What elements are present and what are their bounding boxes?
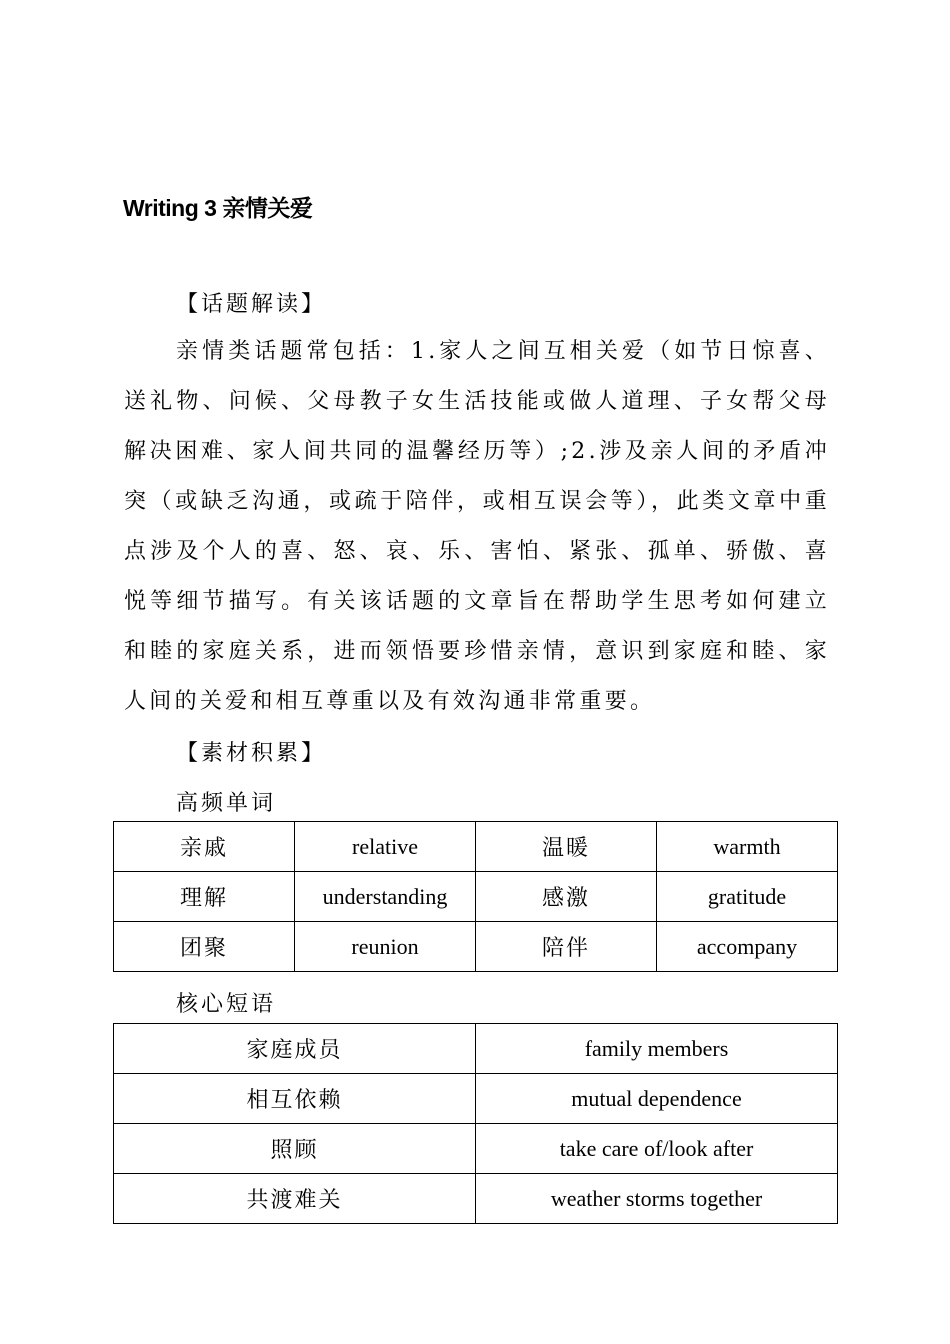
table-row [114,1124,838,1174]
phrase-cell-en: weather storms together [476,1174,838,1224]
vocab-label: 高频单词 [176,791,277,816]
vocab-cell-cn: 陪伴 [476,922,657,972]
vocab-cell-en: understanding [295,872,476,922]
phrase-cell-en: take care of/look after [476,1124,838,1174]
vocab-cell-cn: 亲戚 [114,822,295,872]
phrase-label: 核心短语 [176,992,277,1017]
table-row [114,1174,838,1224]
vocab-cell-cn: 感激 [476,872,657,922]
phrase-cell-cn: 共渡难关 [114,1174,476,1224]
topic-paragraph: 亲情类话题常包括：1.家人之间互相关爱（如节日惊喜、送礼物、问候、父母教子女生活技能或做人道理、子女帮父母解决困难、家人间共同的温馨经历等）;2.涉及亲人间的矛盾冲突（或缺乏沟通，或疏于陪伴，或相互误会等），此类文章中重点涉及个人的喜、怒、哀、乐、害怕、紧张、孤单、骄傲、喜悦等细节描写。有关该话题的文章旨在帮助学生思考如何建立和睦的家庭关系，进而领悟要珍惜亲情，意识到家庭和睦、家人间的关爱和相互尊重以及有效沟通非常重要。 [124,339,830,714]
material-section-heading: 【素材积累】 [176,741,327,766]
vocab-cell-cn: 温暖 [476,822,657,872]
table-row [114,1024,838,1074]
page-title: Writing 3 亲情关爱 [123,195,313,221]
phrase-cell-cn: 相互依赖 [114,1074,476,1124]
table-row [114,822,838,872]
vocab-cell-cn: 团聚 [114,922,295,972]
phrase-cell-en: mutual dependence [476,1074,838,1124]
vocab-cell-en: reunion [295,922,476,972]
phrase-cell-en: family members [476,1024,838,1074]
table-row [114,1074,838,1124]
phrase-cell-cn: 照顾 [114,1124,476,1174]
vocab-cell-en: warmth [657,822,838,872]
vocab-cell-en: accompany [657,922,838,972]
table-row [114,922,838,972]
vocab-cell-cn: 理解 [114,872,295,922]
phrase-cell-cn: 家庭成员 [114,1024,476,1074]
vocab-table [113,821,838,972]
vocab-cell-en: relative [295,822,476,872]
phrase-table [113,1023,838,1224]
topic-section-heading: 【话题解读】 [176,292,327,317]
vocab-cell-en: gratitude [657,872,838,922]
table-row [114,872,838,922]
